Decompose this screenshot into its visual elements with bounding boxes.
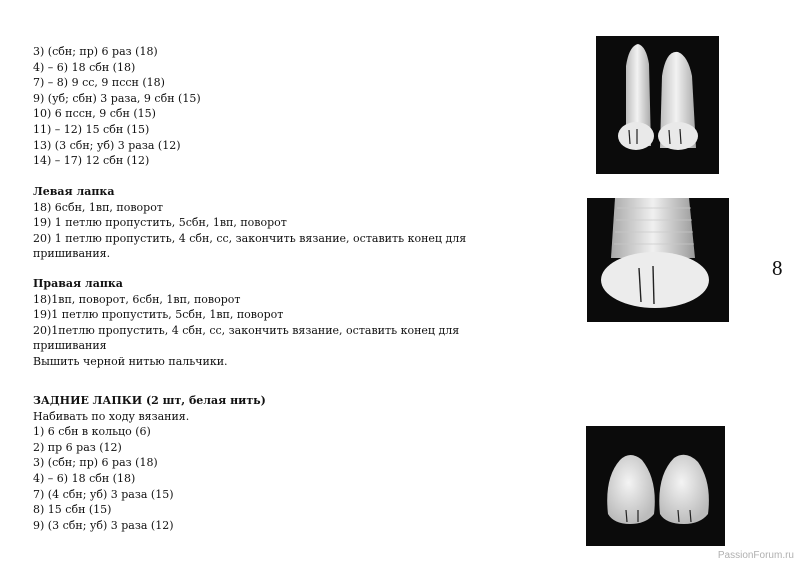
text-line: 18) 6сбн, 1вп, поворот bbox=[33, 200, 163, 214]
text-line: 9) (уб; сбн) 3 раза, 9 сбн (15) bbox=[33, 91, 201, 105]
left-paw-section bbox=[33, 184, 466, 262]
text-line: 7) – 8) 9 сс, 9 пссн (18) bbox=[33, 76, 165, 90]
hind-paws-section bbox=[33, 393, 266, 533]
text-line: 20) 1 петлю пропустить, 4 сбн, сс, закончить вязание, оставить конец для bbox=[33, 231, 467, 245]
section-heading: Левая лапка bbox=[33, 185, 115, 198]
text-line: 11) – 12) 15 сбн (15) bbox=[33, 122, 150, 136]
text-line: 1) 6 сбн в кольцо (6) bbox=[33, 425, 151, 439]
text-line: 3) (сбн; пр) 6 раз (18) bbox=[33, 45, 158, 58]
page-number: 8 bbox=[772, 256, 783, 280]
text-line: Вышить черной нитью пальчики. bbox=[33, 354, 228, 368]
text-line: 19)1 петлю пропустить, 5сбн, 1вп, поворот bbox=[33, 308, 284, 322]
text-line: 14) – 17) 12 сбн (12) bbox=[33, 154, 150, 168]
right-paw-section bbox=[33, 276, 459, 370]
text-line: 19) 1 петлю пропустить, 5сбн, 1вп, поворот bbox=[33, 216, 287, 230]
paw-closeup-photo bbox=[587, 198, 729, 322]
text-line: 9) (3 сбн; уб) 3 раза (12) bbox=[33, 518, 174, 532]
hind-paws-photo bbox=[586, 426, 725, 546]
text-line: 8) 15 сбн (15) bbox=[33, 503, 112, 517]
section-heading: ЗАДНИЕ ЛАПКИ (2 шт, белая нить) bbox=[33, 394, 266, 407]
text-line: 4) – 6) 18 сбн (18) bbox=[33, 60, 136, 74]
text-line: 13) (3 сбн; уб) 3 раза (12) bbox=[33, 138, 181, 152]
text-line: пришивания bbox=[33, 339, 107, 353]
text-line: 18)1вп, поворот, 6сбн, 1вп, поворот bbox=[33, 292, 241, 306]
text-line: 10) 6 пссн, 9 сбн (15) bbox=[33, 107, 156, 121]
text-line: пришивания. bbox=[33, 247, 111, 261]
text-line: Набивать по ходу вязания. bbox=[33, 409, 190, 423]
text-line: 4) – 6) 18 сбн (18) bbox=[33, 471, 136, 485]
text-line: 7) (4 сбн; уб) 3 раза (15) bbox=[33, 487, 174, 501]
text-line: 2) пр 6 раз (12) bbox=[33, 440, 122, 454]
watermark: PassionForum.ru bbox=[717, 550, 794, 561]
front-legs-photo bbox=[596, 36, 719, 174]
text-line: 3) (сбн; пр) 6 раз (18) bbox=[33, 456, 158, 470]
text-line: 20)1петлю пропустить, 4 сбн, сс, закончить вязание, оставить конец для bbox=[33, 323, 460, 337]
section-heading: Правая лапка bbox=[33, 277, 123, 290]
pattern-rows-3-17 bbox=[33, 44, 201, 169]
